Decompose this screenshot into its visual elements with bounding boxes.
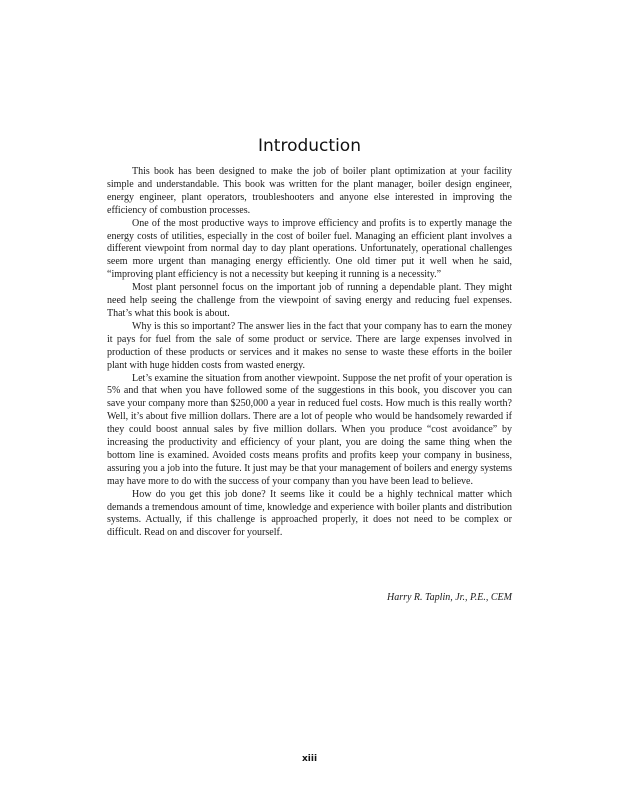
page-number: xiii bbox=[301, 754, 318, 764]
author-signature: Harry R. Taplin, Jr., P.E., CEM bbox=[386, 592, 512, 603]
paragraph: Let’s examine the situation from another viewpoint. Suppose the net profit of your operation is 5% and that when you have followed some of the suggestions in this book, you discover you can save your company more than $250,000 a year in reduced fuel costs. How much is this really worth? Well, it’s about five million dollars. There are a lot of people who would be handsomely rewarded if they could boost annual sales by five million dollars. When you produce “cost avoidance” by increasing the productivity and efficiency of your plant, you are doing the same thing when the bottom line is examined. Avoided costs means profits and profits keep your company in business, assuring you a job into the future. It just may be that your management of boilers and energy systems may have more to do with the success of your company than you have been lead to believe. bbox=[107, 372, 513, 487]
paragraph: Why is this so important? The answer lies in the fact that your company has to earn the money it pays for fuel from the sale of some product or service. There are large expenses involved in production of these products or services and it makes no sense to waste these efforts in the boiler plant with huge hidden costs from wasted energy. bbox=[107, 320, 512, 371]
paragraph: This book has been designed to make the job of boiler plant optimization at your facility simple and understandable. This book was written for the plant manager, boiler design engineer, energy engineer, plant operators, troubleshooters and anyone else interested in improving the efficiency of combustion processes. bbox=[107, 166, 512, 216]
paragraph: One of the most productive ways to improve efficiency and profits is to expertly manage the energy costs of utilities, especially in the cost of boiler fuel. Managing an efficient plant involves a different viewpoint from normal day to day plant operations. Unfortunately, operational challenges seem more urgent than managing energy efficiently. One old timer put it well when he said, “improving plant efficiency is not a necessity but keeping it running is a necessity.” bbox=[107, 217, 512, 281]
paragraph: How do you get this job done? It seems like it could be a highly technical matter which demands a tremendous amount of time, knowledge and experience with boiler plants and distribution systems. Actually, if this challenge is approached properly, it does not need to be complex or difficult. Read on and discover for yourself. bbox=[107, 488, 512, 539]
paragraph: Most plant personnel focus on the important job of running a dependable plant. They might need help seeing the challenge from the viewpoint of saving energy and reducing fuel expenses. That’s what this book is about. bbox=[107, 282, 512, 319]
page-title: Introduction bbox=[258, 136, 361, 156]
body-text bbox=[107, 166, 512, 540]
